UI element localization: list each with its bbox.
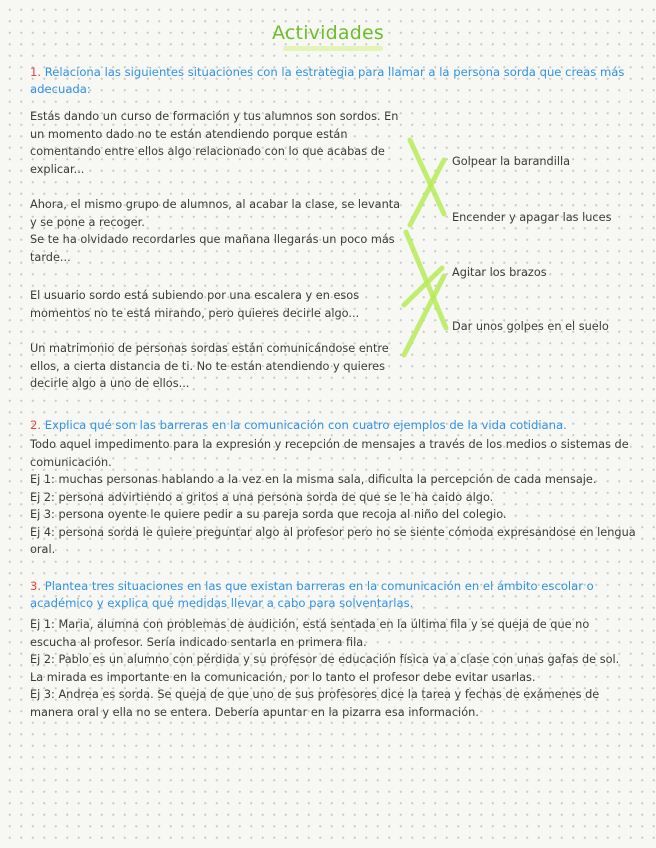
option-3: Agitar los brazos	[452, 266, 547, 279]
matching-line-4	[406, 232, 446, 328]
situation-2-continued: Se te ha olvidado recordarles que mañana llegarás un poco más tarde...	[30, 233, 395, 264]
question-3-number: 3.	[30, 579, 42, 593]
question-1-number: 1.	[30, 65, 42, 79]
situation-3: El usuario sordo está subiendo por una escalera y en esos momentos no te está mirando, pero quieres decirle algo...	[30, 289, 360, 320]
question-1-text: Relaciona las siguientes situaciones con la estrategia para llamar a la persona sorda que creas más adecuada:	[30, 65, 625, 96]
option-1: Golpear la barandilla	[452, 155, 571, 168]
question-2-example-3: Ej 3: persona oyente le quiere pedir a su pareja sorda que recoja al niño del colegio.	[30, 508, 507, 521]
situation-2: Ahora, el mismo grupo de alumnos, al acabar la clase, se levanta y se pone a recoger.	[30, 198, 401, 229]
question-2	[30, 417, 636, 434]
question-3	[30, 578, 636, 612]
option-2: Encender y apagar las luces	[452, 211, 612, 224]
matching-line-1	[410, 140, 444, 214]
matching-line-5	[404, 276, 444, 355]
question-2-definition: Todo aquel impedimento para la expresión y recepción de mensajes a través de los medios o sistemas de comunicación.	[30, 438, 629, 469]
question-3-example-3: Ej 3: Andrea es sorda. Se queja de que uno de sus profesores dice la tarea y fechas de exámenes de manera oral y ella no se entera. Debería apuntar en la pizarra esa información.	[30, 688, 600, 719]
question-2-example-1: Ej 1: muchas personas hablando a la vez en la misma sala, dificulta la percepción de cada mensaje.	[30, 473, 597, 486]
title-highlight	[283, 46, 383, 51]
question-1	[30, 64, 636, 98]
question-2-example-4: Ej 4: persona sorda le quiere preguntar algo al profesor pero no se siente cómoda expresandose en lengua oral.	[30, 525, 636, 556]
question-3-answer	[30, 616, 636, 721]
matching-line-2	[410, 160, 444, 225]
question-2-text: Explica qué son las barreras en la comunicación con cuatro ejemplos de la vida cotidiana.	[44, 418, 567, 432]
question-3-text: Plantea tres situaciones en las que existan barreras en la comunicación en el ámbito escolar o académico y explica qué medidas llevar a cabo para solventarlas.	[30, 579, 594, 610]
page-title: Actividades	[272, 22, 384, 44]
question-3-example-2: Ej 2: Pablo es un alumno con pérdida y su profesor de educación física va a clase con unas gafas de sol. La mirada es importante en la comunicación, por lo tanto el profesor debe evitar usarlas.	[30, 653, 620, 684]
option-4: Dar unos golpes en el suelo	[452, 320, 609, 333]
question-2-example-2: Ej 2: persona advirtiendo a gritos a una persona sorda de que se le ha caido algo.	[30, 490, 494, 504]
question-2-answer	[30, 436, 636, 559]
situation-1: Estás dando un curso de formación y tus alumnos son sordos. En un momento dado no te están atendiendo porque están comentando entre ellos algo relacionado con lo que acabas de explicar...	[30, 110, 399, 176]
situation-4: Un matrimonio de personas sordas están comunicándose entre ellos, a cierta distancia de ti. No te están atendiendo y quieres decirle algo a uno de ellos...	[30, 342, 389, 390]
question-2-number: 2.	[30, 418, 42, 432]
situation-2-block	[30, 196, 410, 266]
question-3-example-1: Ej 1: Maria, alumna con problemas de audición, está sentada en la última fila y se queja de que no escucha al profesor. Sería indicado sentarla en primera fila.	[30, 618, 590, 649]
